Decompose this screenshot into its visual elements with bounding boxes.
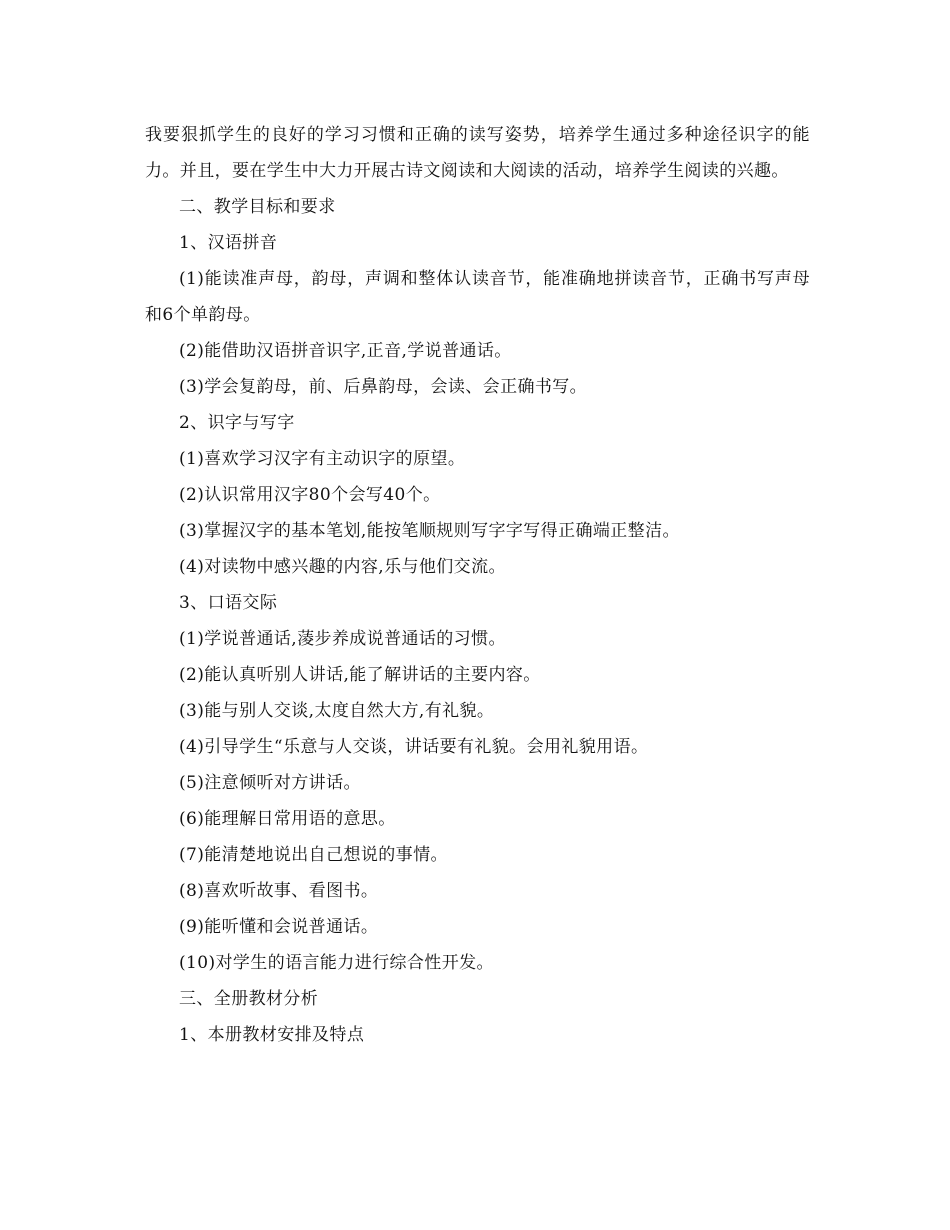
list-item: (1)能读准声母，韵母，声调和整体认读音节，能准确地拼读音节，正确书写声母和6个单韵母。 (145, 269, 810, 325)
list-item: (2)能认真听别人讲话,能了解讲话的主要内容。 (179, 665, 541, 685)
list-item: (1)喜欢学习汉字有主动识字的原望。 (179, 449, 466, 469)
document-body (145, 117, 810, 1053)
section-heading-textbook-analysis: 三、全册教材分析 (179, 989, 319, 1009)
subsection-heading-pinyin: 1、汉语拼音 (179, 233, 278, 253)
section-heading-teaching-goals: 二、教学目标和要求 (179, 197, 336, 217)
list-item: (2)能借助汉语拼音识字,正音,学说普通话。 (179, 341, 512, 361)
list-item: (5)注意倾听对方讲话。 (179, 773, 361, 793)
list-item: (2)认识常用汉字80个会写40个。 (179, 485, 441, 505)
list-item: (7)能清楚地说出自己想说的事情。 (179, 845, 448, 865)
list-item: (1)学说普通话,蓤步养成说普通话的习惯。 (179, 629, 506, 649)
list-item: (8)喜欢听故事、看图书。 (179, 881, 379, 901)
subsection-heading-oral: 3、口语交际 (179, 593, 278, 613)
list-item: (4)引导学生“乐意与人交谈，讲话要有礼貌。会用礼貌用语。 (179, 737, 649, 757)
list-item: (9)能听懂和会说普通话。 (179, 917, 379, 937)
list-item: (10)对学生的语言能力进行综合性开发。 (179, 953, 494, 973)
list-item: (6)能理解日常用语的意思。 (179, 809, 396, 829)
list-item: (3)掌握汉字的基本笔划,能按笔顺规则写字字写得正确端正整洁。 (179, 521, 680, 541)
list-item: (3)学会复韵母，前、后鼻韵母，会读、会正确书写。 (179, 377, 588, 397)
list-item: (4)对读物中感兴趣的内容,乐与他们交流。 (179, 557, 506, 577)
subsection-heading-literacy: 2、识字与写字 (179, 413, 295, 433)
list-item: (3)能与别人交谈,太度自然大方,有礼貌。 (179, 701, 495, 721)
subsection-heading-arrangement: 1、本册教材安排及特点 (179, 1025, 365, 1045)
intro-paragraph: 我要狠抓学生的良好的学习习惯和正确的读写姿势，培养学生通过多种途径识字的能力。并且，要在学生中大力开展古诗文阅读和大阅读的活动，培养学生阅读的兴趣。 (145, 125, 810, 181)
